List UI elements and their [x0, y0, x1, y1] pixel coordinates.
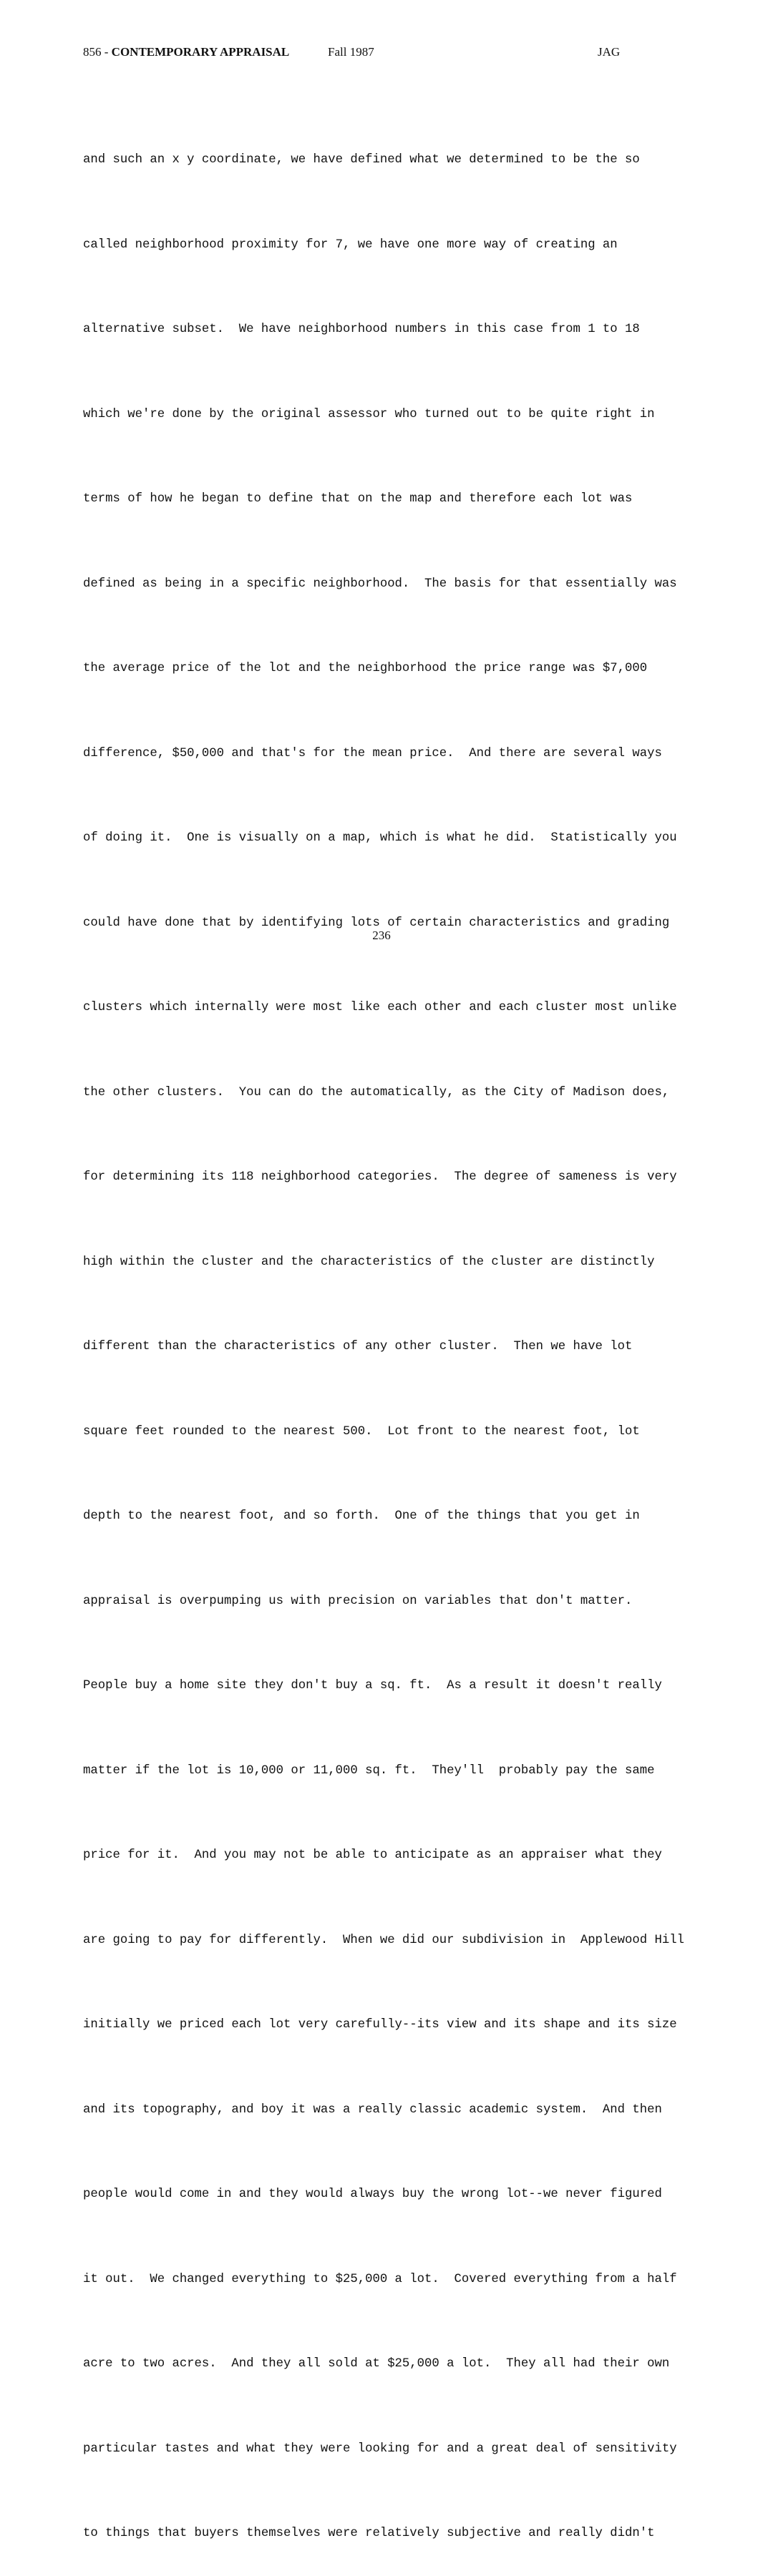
text-line: and its topography, and boy it was a really classic academic system. And then: [83, 2102, 662, 2117]
text-line: for determining its 118 neighborhood categories. The degree of sameness is very: [83, 1170, 677, 1184]
text-line: clusters which internally were most like each other and each cluster most unlike: [83, 1001, 677, 1014]
text-line: defined as being in a specific neighborhood. The basis for that essentially was: [83, 577, 677, 591]
author-initials: JAG: [598, 45, 621, 59]
page-number: 236: [372, 929, 391, 942]
text-line: it out. We changed everything to $25,000 a lot. Covered everything from a half: [83, 2272, 677, 2286]
text-line: acre to two acres. And they all sold at $25,000 a lot. They all had their own: [83, 2357, 670, 2371]
text-line: alternative subset. We have neighborhood numbers in this case from 1 to 18: [83, 323, 640, 336]
text-line: could have done that by identifying lots of certain characteristics and grading: [83, 916, 670, 930]
text-line: matter if the lot is 10,000 or 11,000 sq. ft. They'll probably pay the same: [83, 1763, 655, 1778]
text-line: the average price of the lot and the neighborhood the price range was $7,000: [83, 662, 648, 675]
page-header: [83, 44, 627, 62]
text-line: people would come in and they would always buy the wrong lot--we never figured: [83, 2188, 662, 2201]
course-number: 856 -: [83, 45, 112, 59]
text-line: and such an x y coordinate, we have defined what we determined to be the so: [83, 153, 640, 167]
course-title: CONTEMPORARY APPRAISAL: [111, 45, 290, 59]
course-heading: [83, 44, 289, 60]
term-label: Fall 1987: [328, 45, 374, 59]
text-line: different than the characteristics of any other cluster. Then we have lot: [83, 1340, 633, 1353]
text-line: square feet rounded to the nearest 500. Lot front to the nearest foot, lot: [83, 1424, 640, 1439]
text-line: the other clusters. You can do the automatically, as the City of Madison does,: [83, 1085, 670, 1100]
transcript-body: [83, 89, 727, 2576]
text-line: particular tastes and what they were looking for and a great deal of sensitivity: [83, 2442, 677, 2456]
text-line: initially we priced each lot very carefully--its view and its shape and its size: [83, 2018, 677, 2032]
text-line: depth to the nearest foot, and so forth. One of the things that you get in: [83, 1509, 640, 1523]
text-line: to things that buyers themselves were relatively subjective and really didn't: [83, 2527, 655, 2540]
text-line: People buy a home site they don't buy a sq. ft. As a result it doesn't really: [83, 1679, 662, 1693]
text-line: are going to pay for differently. When we did our subdivision in Applewood Hill: [83, 1933, 685, 1947]
text-line: difference, $50,000 and that's for the mean price. And there are several ways: [83, 746, 662, 760]
text-line: which we're done by the original assessor who turned out to be quite right in: [83, 407, 655, 421]
text-line: high within the cluster and the characteristics of the cluster are distinctly: [83, 1255, 655, 1269]
text-line: appraisal is overpumping us with precision on variables that don't matter.: [83, 1594, 633, 1608]
text-line: of doing it. One is visually on a map, which is what he did. Statistically you: [83, 831, 677, 845]
text-line: price for it. And you may not be able to anticipate as an appraiser what they: [83, 1848, 662, 1862]
text-line: terms of how he began to define that on the map and therefore each lot was: [83, 492, 633, 506]
text-line: called neighborhood proximity for 7, we have one more way of creating an: [83, 237, 618, 252]
